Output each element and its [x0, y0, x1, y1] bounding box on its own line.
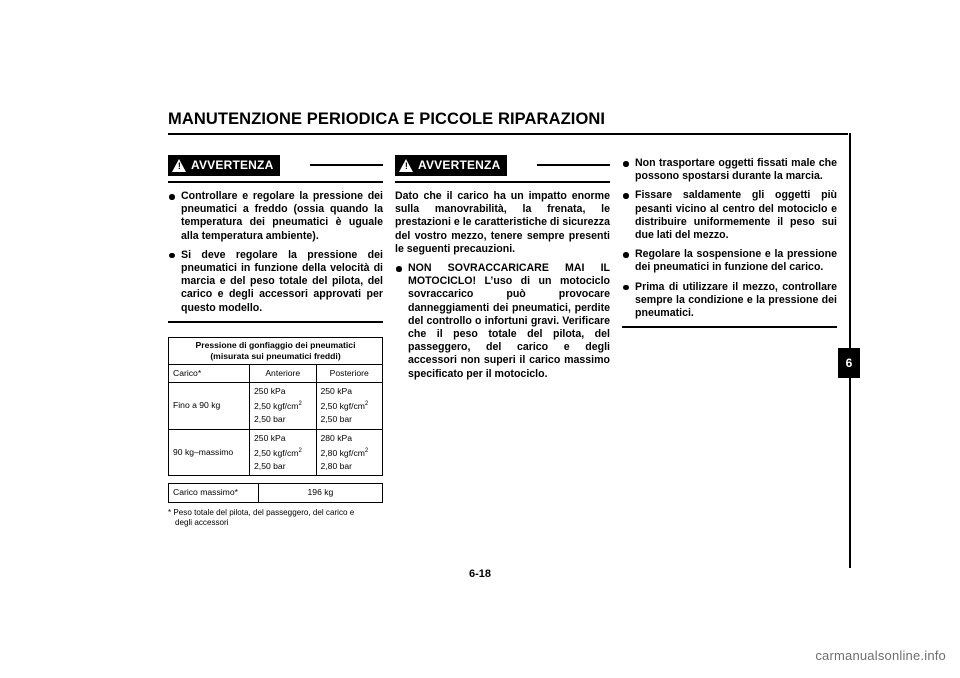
table-row — [169, 483, 383, 502]
column-1 — [168, 155, 383, 528]
superscript: 2 — [298, 447, 302, 454]
superscript: 2 — [364, 401, 369, 408]
table-row — [169, 337, 383, 364]
superscript: 2 — [364, 447, 369, 454]
warning-banner-1 — [168, 155, 383, 176]
table-caption — [169, 337, 383, 364]
warning-rule-2 — [537, 164, 610, 166]
table-caption-line2: (misurata sui pneumatici freddi) — [210, 350, 341, 361]
warning-badge-1 — [168, 155, 280, 176]
warning-underline-2 — [395, 181, 610, 183]
warning-bullets-2 — [395, 262, 610, 381]
page-number: 6-18 — [468, 568, 492, 580]
warning-bullets-1 — [168, 190, 383, 315]
value-kgfcm: 2,80 kgf/cm — [320, 447, 365, 458]
table-footnote — [168, 508, 383, 528]
list-item: Regolare la sospensione e la pressione dei pneumatici in funzione del carico. — [622, 248, 837, 274]
section-divider-3 — [622, 326, 837, 328]
max-load-table — [168, 483, 383, 503]
watermark: carmanualsonline.info — [815, 648, 946, 663]
warning-label-2: AVVERTENZA — [418, 157, 501, 172]
list-item: Non trasportare oggetti fissati male che possono spostarsi durante la marcia. — [622, 157, 837, 183]
value-kgfcm: 2,50 kgf/cm — [254, 401, 299, 412]
value-bar: 2,50 bar — [320, 414, 353, 425]
table-header-rear: Posteriore — [316, 364, 383, 382]
chapter-tab-6: 6 — [838, 348, 860, 378]
table-cell-load: 90 kg–massimo — [169, 429, 250, 475]
header-divider — [168, 133, 848, 135]
tire-pressure-table — [168, 337, 383, 476]
table-row — [169, 383, 383, 429]
page-title: MANUTENZIONE PERIODICA E PICCOLE RIPARAZIONI — [168, 110, 606, 128]
column-3 — [622, 155, 837, 328]
value-bar: 2,80 bar — [320, 460, 353, 471]
list-item: Fissare saldamente gli oggetti più pesanti vicino al centro del motociclo e distribuire uniformemente il peso sui due lati del mezzo. — [622, 189, 837, 242]
max-load-label: Carico massimo* — [169, 483, 259, 502]
side-rule-bottom — [849, 378, 851, 568]
side-rule-top — [849, 133, 851, 348]
value-kgfcm: 2,50 kgf/cm — [320, 401, 365, 412]
warning-underline-1 — [168, 181, 383, 183]
table-cell-front — [250, 429, 316, 475]
list-item: Controllare e regolare la pressione dei pneumatici a freddo (ossia quando la temperatura dei pneumatici è uguale alla temperatura ambiente). — [168, 190, 383, 243]
list-item: Si deve regolare la pressione dei pneumatici in funzione della velocità di marcia e del peso totale del pilota, del carico e degli accessori approvati per questo modello. — [168, 249, 383, 315]
value-bar: 2,50 bar — [254, 414, 286, 425]
value-kpa: 250 kPa — [254, 386, 286, 397]
warning-banner-2 — [395, 155, 610, 176]
warning-rule-1 — [310, 164, 383, 166]
table-cell-rear — [316, 429, 383, 475]
table-cell-rear — [316, 383, 383, 429]
value-kgfcm: 2,50 kgf/cm — [254, 447, 299, 458]
footnote-line1: * Peso totale del pilota, del passeggero, del carico e — [168, 508, 355, 518]
warning-badge-2 — [395, 155, 507, 176]
max-load-value: 196 kg — [258, 483, 382, 502]
warning-triangle-icon — [399, 159, 413, 172]
warning-bullets-3 — [622, 157, 837, 320]
section-divider-1 — [168, 321, 383, 323]
warning-triangle-icon — [172, 159, 186, 172]
table-caption-line1: Pressione di gonfiaggio dei pneumatici — [195, 339, 356, 350]
table-row — [169, 429, 383, 475]
table-header-front: Anteriore — [250, 364, 316, 382]
superscript: 2 — [298, 401, 302, 408]
table-cell-load: Fino a 90 kg — [169, 383, 250, 429]
table-row — [169, 364, 383, 382]
footnote-line2: degli accessori — [175, 518, 229, 528]
table-cell-front — [250, 383, 316, 429]
table-header-load: Carico* — [169, 364, 250, 382]
value-kpa: 250 kPa — [320, 386, 353, 397]
warning-intro-text: Dato che il carico ha un impatto enorme sulla manovrabilità, la frenata, le prestazioni e le caratteristiche di sicurezza del vostro mezzo, tenere sempre presenti le seguenti precauzioni. — [395, 190, 610, 255]
column-2 — [395, 155, 610, 387]
value-kpa: 280 kPa — [320, 432, 353, 443]
value-kpa: 250 kPa — [254, 432, 286, 443]
list-item: NON SOVRACCARICARE MAI IL MOTOCICLO! L’uso di un motociclo sovraccarico può provocare danneggiamenti dei pneumatici, perdite del controllo o infortuni gravi. Verificare che il peso totale del pilota, del passeggero, del carico e degli accessori non superi il carico massimo specificato per il motociclo. — [395, 262, 610, 381]
value-bar: 2,50 bar — [254, 460, 286, 471]
warning-label-1: AVVERTENZA — [191, 157, 274, 172]
list-item: Prima di utilizzare il mezzo, controllare sempre la condizione e la pressione dei pneumatici. — [622, 281, 837, 321]
